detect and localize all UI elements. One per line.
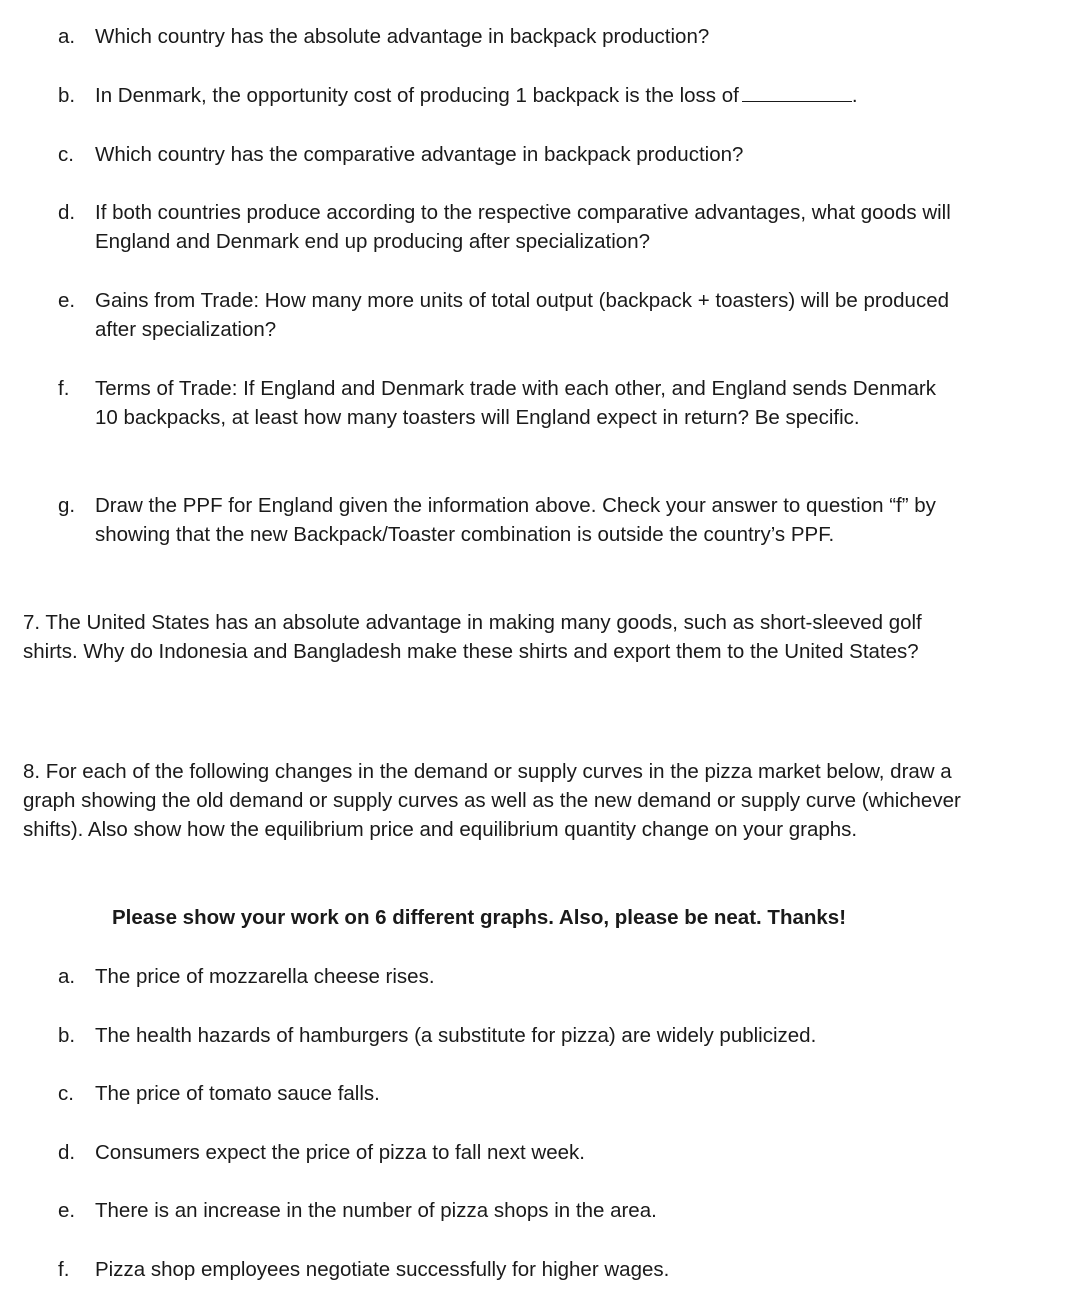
instructions-note: Please show your work on 6 different graphs. Also, please be neat. Thanks! bbox=[112, 906, 847, 929]
item-text: Pizza shop employees negotiate successfully for higher wages. bbox=[95, 1258, 670, 1281]
item-marker: f. bbox=[58, 1258, 70, 1281]
item-marker: b. bbox=[58, 1024, 76, 1047]
item-marker: c. bbox=[58, 1082, 74, 1105]
question-7: 7. The United States has an absolute advantage in making many goods, such as short-sleeved golf shirts. Why do Indonesia and Bangladesh make these shirts and export them to the United States? bbox=[23, 611, 922, 663]
item-marker: e. bbox=[58, 289, 76, 312]
item-text: In Denmark, the opportunity cost of producing 1 backpack is the loss of bbox=[95, 84, 739, 107]
item-text: There is an increase in the number of pizza shops in the area. bbox=[95, 1199, 657, 1222]
item-marker: a. bbox=[58, 25, 76, 48]
item-marker: a. bbox=[58, 965, 76, 988]
item-text: Terms of Trade: If England and Denmark trade with each other, and England sends Denmark 10 backpacks, at least how many toasters will England expect in return? Be specific. bbox=[95, 377, 936, 429]
item-text-wrap bbox=[95, 81, 955, 110]
item-text: Gains from Trade: How many more units of total output (backpack + toasters) will be produced after specialization? bbox=[95, 289, 949, 341]
item-text: Which country has the comparative advantage in backpack production? bbox=[95, 143, 744, 166]
item-text: The price of tomato sauce falls. bbox=[95, 1082, 380, 1105]
item-marker: b. bbox=[58, 84, 76, 107]
question-8: 8. For each of the following changes in the demand or supply curves in the pizza market below, draw a graph showing the old demand or supply curves as well as the new demand or supply curve (whichever shifts). Also show how the equilibrium price and equilibrium quantity change on your graphs. bbox=[23, 760, 961, 841]
item-text: Draw the PPF for England given the information above. Check your answer to question “f” by showing that the new Backpack/Toaster combination is outside the country’s PPF. bbox=[95, 494, 936, 546]
item-marker: d. bbox=[58, 201, 76, 224]
item-marker: f. bbox=[58, 377, 70, 400]
item-text: If both countries produce according to the respective comparative advantages, what goods will England and Denmark end up producing after specialization? bbox=[95, 201, 951, 253]
item-text: Which country has the absolute advantage in backpack production? bbox=[95, 25, 710, 48]
item-marker: c. bbox=[58, 143, 74, 166]
answer-blank[interactable] bbox=[742, 85, 852, 102]
item-text: The price of mozzarella cheese rises. bbox=[95, 965, 435, 988]
item-text: Consumers expect the price of pizza to fall next week. bbox=[95, 1141, 585, 1164]
item-text: The health hazards of hamburgers (a substitute for pizza) are widely publicized. bbox=[95, 1024, 817, 1047]
item-marker: e. bbox=[58, 1199, 76, 1222]
item-marker: g. bbox=[58, 494, 76, 517]
item-suffix: . bbox=[851, 84, 858, 107]
item-marker: d. bbox=[58, 1141, 76, 1164]
